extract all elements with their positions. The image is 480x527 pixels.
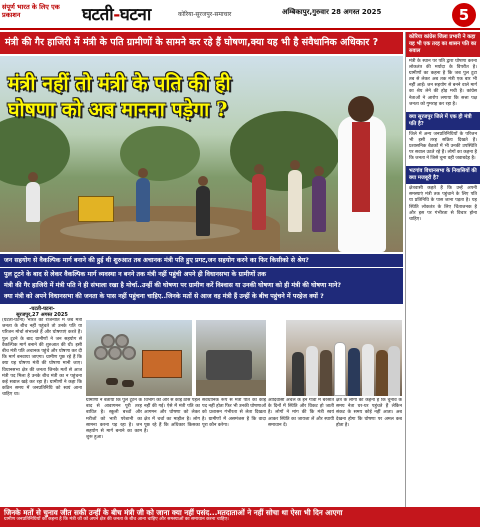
logo-separator: - — [113, 5, 120, 25]
subheadline-strip-2 — [0, 268, 403, 304]
person-head — [138, 168, 148, 178]
edition-label: कोरिया-सूरजपुर-समाचार — [178, 11, 232, 18]
person-figure — [376, 350, 388, 396]
pipe-shape — [101, 334, 115, 348]
masthead — [0, 0, 480, 30]
hero-photo — [0, 56, 403, 252]
article-column: आदिवासी अंचल के इन गांवों में बरसात के दिनों में स्थिति और विकट हो जाती है। लोगों ने मांग की कि मंत्री स्वयं आकर स्थिति का जायजा लें और स्थायी समाधान दें। — [268, 398, 334, 428]
pipe-shape — [108, 346, 122, 360]
ground-shape — [196, 380, 266, 396]
excavator — [78, 196, 114, 222]
person-figure — [362, 344, 374, 396]
pipe-shape — [115, 334, 129, 348]
person-figure — [348, 348, 360, 396]
person-head — [28, 172, 38, 182]
sidebar-text: जिले में अन्य जनप्रतिनिधियों के परिजन भी इसी तरह सक्रिय दिखते हैं। प्रशासनिक बैठकों में भी उनकी उपस्थिति पर सवाल उठते रहे हैं। लोगों का कहना है कि जनता ने जिसे चुना वही जवाबदेह है। — [409, 131, 477, 162]
article-column: विभाग की ओर से कोई ठोस पहल नहीं की गई। ऐसे में मंत्री पति का आगमन और घोषणा को लेकर क्षेत्र में चर्चा का माहौल है। लोग पूछ रहे हैं कि अधिकार किसका है। — [144, 398, 200, 435]
truck — [142, 350, 182, 378]
person-figure — [252, 174, 266, 230]
machine-shape — [206, 350, 252, 380]
water-patch — [60, 221, 240, 241]
article-text: भारत की राजनीति में जब मंत्री जनता के बीच नहीं पहुंचते तो उनके पति या परिजन मोर्चा संभालते हैं और घोषणाएं करते हैं। पुल टूटने के बाद ग्रामीणों ने जन सहयोग से वैकल्पिक मार्ग बनाने की शुरुआत की थी। इसी बीच मंत्री पति अचानक पहुंचे और घोषणा कर दी कि मार्ग बनवाया जाएगा। ग्रामीण पूछ रहे हैं कि क्या यह घोषणा मंत्री की घोषणा मानी जाए। विधानसभा क्षेत्र की जनता जिनके मतों से आज मंत्री पद मिला है उनके बीच मंत्री का न पहुंचना कई सवाल खड़े कर रहा है। ग्रामीणों ने कहा कि कठिन समय में जनप्रतिनिधि को स्वयं आना चाहिए था। — [2, 318, 82, 398]
sidebar — [405, 32, 480, 507]
page-number-badge: 5 — [452, 3, 476, 27]
leader-head — [348, 96, 374, 122]
article-column: संवैधानिक रूप से मंत्री पति का कोई पद नहीं होता फिर भी उनकी घोषणाओं को प्रशासन गंभीरता से लेता दिखता है। ग्रामीणों में असमंजस है कि वादा पूरा कौन करेगा। — [202, 398, 266, 428]
person-figure — [334, 342, 346, 396]
subheadline-line: पुल टूटने के बाद से लेकर वैकल्पिक मार्ग व्यवस्था न बनने तक मंत्री नहीं पहुंची अपने ही विधानसभा के ग्रामीणों तक — [4, 271, 266, 278]
person-figure — [306, 346, 318, 396]
article-column: ग्रामीणों ने बताया कि पुल टूटने के बाद से आवागमन पूरी तरह बाधित है। स्कूली बच्चों और मरीजों को भारी परेशानी का सामना करना पड़ रहा है। जन सहयोग से मार्ग बनाने का काम शुरू हुआ। — [86, 398, 142, 441]
subheadline-strip-1: जन सहयोग से वैकल्पिक मार्ग बनाने की हुई थी शुरुआत तब अचानक मंत्री पति हुए प्रगट,जन सहयोग करने का फिर किसीको से श्रेय? — [0, 254, 403, 267]
masthead-tagline: संपूर्ण भारत के लिए एक प्रकाशन — [2, 3, 60, 19]
newspaper-logo — [82, 2, 151, 25]
subheadline-line: मंत्री की गैर हाजिरी में मंत्री पति ने ही संभाला रखा है मोर्चा..उन्हीं की घोषणा पर ग्रामीण करें विश्वास या उनकी घोषणा को ही मंत्री की घोषणा माने? — [4, 282, 341, 289]
pipe-shape — [94, 346, 108, 360]
crowd-photo — [286, 320, 402, 396]
byline — [2, 306, 82, 318]
leader-stole — [352, 122, 370, 212]
person-figure — [292, 352, 304, 396]
person-head — [254, 164, 264, 174]
cattle-shape — [106, 378, 118, 385]
sidebar-subheading: भटगांव विधानसभा के निवासियों की क्या मजबूरी है? — [406, 166, 480, 184]
person-figure — [288, 170, 302, 232]
person-head — [290, 160, 300, 170]
bottom-headline-strip — [0, 507, 480, 527]
person-figure — [26, 182, 40, 222]
person-figure — [312, 176, 326, 232]
hero-title-line1: मंत्री नहीं तो मंत्री के पति की ही — [8, 72, 231, 95]
bottom-headline: जिनके मतों से चुनाव जीत सकी उन्हीं के बीच मंत्री जी को जाना क्या नहीं पसंद...मतदाताओं ने नहीं सोचा था ऐसा भी दिन आएगा — [4, 508, 343, 517]
hero-title-line2: घोषणा को अब मानना पड़ेगा ? — [8, 98, 228, 121]
article-column: क्षेत्र के लोगों का कहना है कि चुनाव के समय नेता घर-घर पहुंचते हैं लेकिन संकट के समय कोई नहीं आता। अब देखना होगा कि घोषणा पर अमल कब होता है। — [336, 398, 402, 428]
tree-shape — [120, 126, 200, 181]
subheadline-line: क्या मंत्री को अपने विधानसभा की जनता के पास नहीं पहुंचना चाहिए..जिनके मतों से आज वह मंत्री हैं उन्हीं के बीच पहुंचने में परहेज क्यों ? — [4, 293, 324, 300]
person-figure — [136, 178, 150, 222]
pipe-shape — [122, 346, 136, 360]
person-figure — [388, 346, 400, 396]
byline-label: -घटती-घटना- — [29, 306, 55, 312]
sidebar-text: मंत्री के स्थान पर पति द्वारा घोषणा करना लोकतंत्र की मर्यादा के विपरीत है। ग्रामीणों का कहना है कि जब पुल टूटा तब से लेकर अब तक मंत्री एक बार भी नहीं आईं। जन सहयोग से बनने वाले मार्ग का श्रेय लेने की होड़ मची है। कांग्रेस नेताओं ने आरोप लगाया कि सत्ता पक्ष जनता को गुमराह कर रहा है। — [409, 59, 477, 107]
person-head — [314, 166, 324, 176]
bottom-subline: ग्रामीण जनप्रतिनिधियों का कहना है कि मंत्री जी को अपने क्षेत्र की जनता के बीच आना चाहिए और समस्याओं का समाधान करना चाहिए। — [4, 517, 229, 522]
article-column — [2, 318, 82, 508]
person-figure — [196, 186, 210, 236]
byline-place-date: सूरजपुर,27 अगस्त 2025 — [16, 312, 68, 318]
sidebar-text: क्षेत्रवासी कहते हैं कि उन्हें अपनी समस्याएं मंत्री तक पहुंचाने के लिए पति या प्रतिनिधि के पास जाना पड़ता है। यह स्थिति लोकतंत्र के लिए चिंताजनक है और इस पर गंभीरता से विचार होना चाहिए। — [409, 186, 477, 222]
person-head — [198, 176, 208, 186]
logo-left: घटती — [82, 5, 114, 25]
banner-headline: मंत्री की गैर हाजिरी में मंत्री के पति ग्रामीणों के सामने कर रहे हैं घोषणा,क्या यह भी है संवैधानिक अधिकार ? — [0, 32, 403, 54]
cattle-shape — [122, 380, 134, 387]
person-figure — [320, 350, 332, 396]
machine-photo — [196, 320, 266, 396]
logo-right: घटना — [119, 5, 151, 25]
byline-dept: (घटती-घटना) — [2, 318, 25, 323]
dateline: अम्बिकापुर,गुरुवार 28 अगस्त 2025 — [282, 8, 382, 16]
sidebar-heading: कोरिया कांग्रेस जिला प्रभारी ने कहा यह भी एक तरह का शासन पति का सवाल — [406, 32, 480, 57]
pipes-truck-photo — [86, 320, 192, 396]
sidebar-subheading: क्या सूरजपुर जिले में एक ही मंत्री पति है? — [406, 112, 480, 130]
hero-title — [8, 71, 231, 123]
